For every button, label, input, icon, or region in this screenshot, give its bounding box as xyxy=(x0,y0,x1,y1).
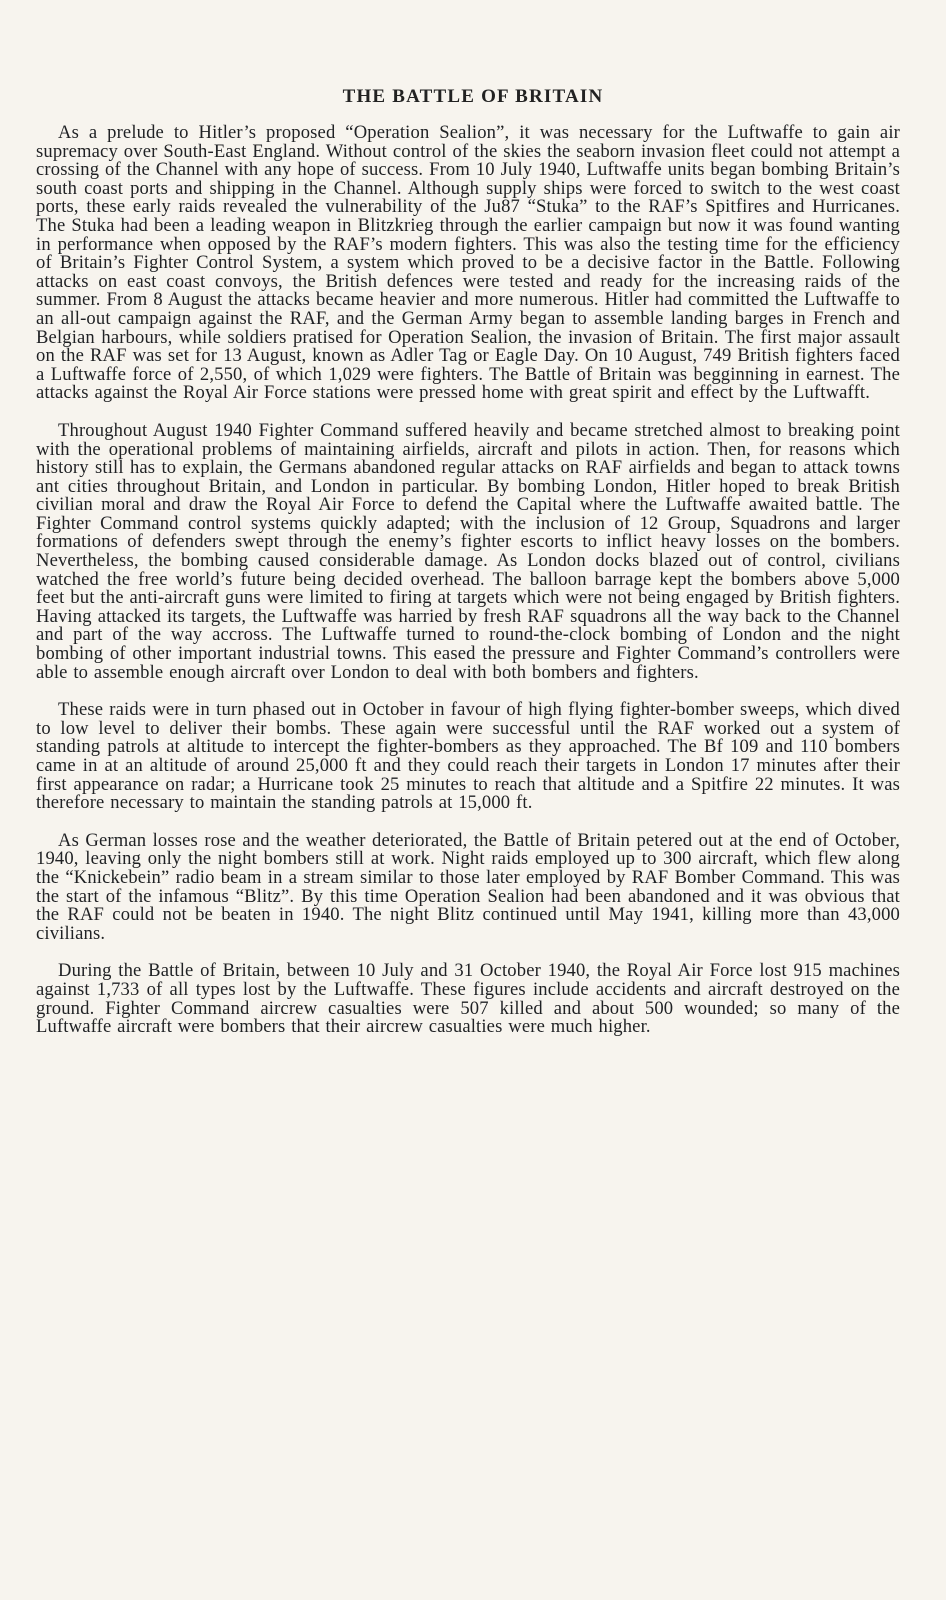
paragraph-3: These raids were in turn phased out in October in favour of high flying fighter-bomber sweeps, which dived to low level to deliver their bombs. These again were successful until the RAF worked out a system of standing patrols at altitude to intercept the fighter-bombers as they approached. The Bf 109 and 110 bombers came in at an altitude of around 25,000 ft and they could reach their targets in London 17 minutes after their first appearance on radar; a Hurricane took 25 minutes to reach that altitude and a Spitfire 22 minutes. It was therefore necessary to maintain the standing patrols at 15,000 ft. xyxy=(36,699,900,814)
document-title: THE BATTLE OF BRITAIN xyxy=(342,86,604,107)
paragraph-5: During the Battle of Britain, between 10 July and 31 October 1940, the Royal Air Force lost 915 machines against 1,733 of all types lost by the Luftwaffe. These figures include accidents and aircraft destroyed on the ground. Fighter Command aircrew casualties were 507 killed and about 500 wounded; so many of the Luftwaffe aircraft were bombers that their aircrew casualties were much higher. xyxy=(36,960,900,1038)
document-body xyxy=(36,124,900,1056)
paragraph-1: As a prelude to Hitler’s proposed “Operation Sealion”, it was necessary for the Luftwaffe to gain air supremacy over South-East England. Without control of the skies the seaborn invasion fleet could not attempt a crossing of the Channel with any hope of success. From 10 July 1940, Luftwaffe units began bombing Britain’s south coast ports and shipping in the Channel. Although supply ships were forced to switch to the west coast ports, these early raids revealed the vulnerability of the Ju87 “Stuka” to the RAF’s Spitfires and Hurricanes. The Stuka had been a leading weapon in Blitzkrieg through the earlier campaign but now it was found wanting in performance when opposed by the RAF’s modern fighters. This was also the testing time for the efficiency of Britain’s Fighter Control System, a system which proved to be a decisive factor in the Battle. Following attacks on east coast convoys, the British defences were tested and ready for the increasing raids of the summer. From 8 August the attacks became heavier and more numerous. Hitler had committed the Luftwaffe to an all-out campaign against the RAF, and the German Army began to assemble landing barges in French and Belgian harbours, while soldiers pratised for Operation Sealion, the invasion of Britain. The first major assault on the RAF was set for 13 August, known as Adler Tag or Eagle Day. On 10 August, 749 British fighters faced a Luftwaffe force of 2,550, of which 1,029 were fighters. The Battle of Britain was begginning in earnest. The attacks against the Royal Air Force stations were pressed home with great spirit and effect by the Luftwafft. xyxy=(36,122,900,404)
paragraph-4: As German losses rose and the weather deteriorated, the Battle of Britain petered out at the end of October, 1940, leaving only the night bombers still at work. Night raids employed up to 300 aircraft, which flew along the “Knickebein” radio beam in a stream similar to those later employed by RAF Bomber Command. This was the start of the infamous “Blitz”. By this time Operation Sealion had been abandoned and it was obvious that the RAF could not be beaten in 1940. The night Blitz continued until May 1941, killing more than 43,000 civilians. xyxy=(36,829,900,944)
paragraph-2: Throughout August 1940 Fighter Command suffered heavily and became stretched almost to breaking point with the operational problems of maintaining airfields, aircraft and pilots in action. Then, for reasons which history still has to explain, the Germans abandoned regular attacks on RAF airfields and began to attack towns ant cities throughout Britain, and London in particular. By bombing London, Hitler hoped to break British civilian moral and draw the Royal Air Force to defend the Capital where the Luftwaffe awaited battle. The Fighter Command control systems quickly adapted; with the inclusion of 12 Group, Squadrons and larger formations of defenders swept through the enemy’s fighter escorts to inflict heavy losses on the bombers. Nevertheless, the bombing caused considerable damage. As London docks blazed out of control, civilians watched the free world’s future being decided overhead. The balloon barrage kept the bombers above 5,000 feet but the anti-aircraft guns were limited to firing at targets which were not being engaged by British fighters. Having attacked its targets, the Luftwaffe was harried by fresh RAF squadrons all the way back to the Channel and part of the way accross. The Luftwaffe turned to round-the-clock bombing of London and the night bombing of other important industrial towns. This eased the pressure and Fighter Command’s controllers were able to assemble enough aircraft over London to deal with both bombers and fighters. xyxy=(36,419,900,683)
